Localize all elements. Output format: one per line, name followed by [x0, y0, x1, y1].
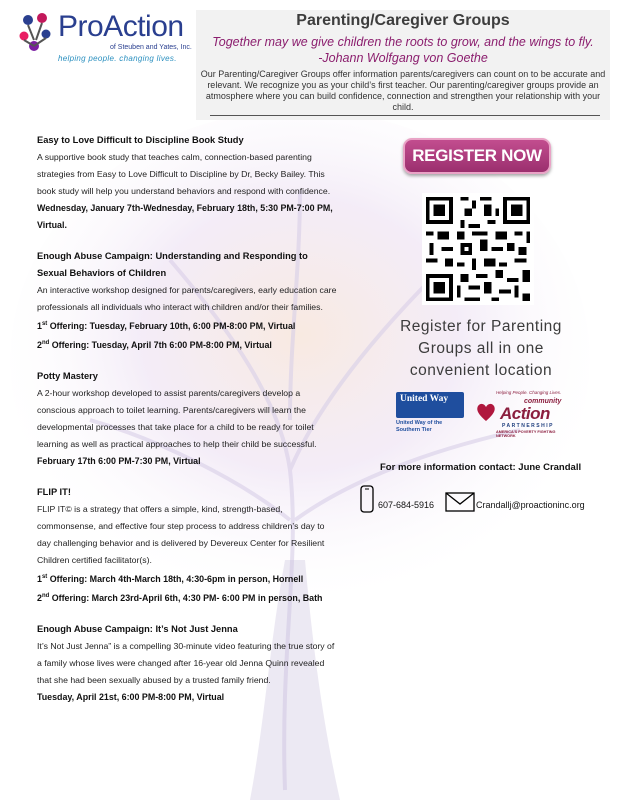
united-way-subtitle: United Way of the Southern Tier	[396, 420, 443, 433]
qr-code[interactable]	[422, 193, 534, 305]
program-schedule: 2nd Offering: March 23rd-April 6th, 4:30 PM- 6:00 PM in person, Bath	[37, 592, 323, 603]
ca-network: AMERICA'S POVERTY FIGHTING NETWORK	[496, 430, 556, 438]
people-icon	[16, 12, 56, 54]
program-title: Potty Mastery	[37, 370, 98, 381]
mail-icon	[445, 492, 475, 512]
quote-text: Together may we give children the roots to grow, and the wings to fly.	[212, 35, 594, 49]
program-schedule: Tuesday, April 21st, 6:00 PM-8:00 PM, Virtual	[37, 691, 225, 702]
program-schedule: 2nd Offering: Tuesday, April 7th 6:00 PM-8:00 PM, Virtual	[37, 339, 272, 350]
ca-partnership: PARTNERSHIP	[502, 423, 554, 429]
register-description: Register for Parenting Groups all in one convenient location	[400, 318, 562, 379]
program-schedule: Wednesday, January 7th-Wednesday, February 18th, 5:30 PM-7:00 PM, Virtual.	[37, 203, 333, 230]
program-title: Enough Abuse Campaign: Understanding and Responding to Sexual Behaviors of Children	[37, 251, 308, 278]
program-title: Easy to Love Difficult to Discipline Book Study	[37, 135, 244, 145]
program-description: A 2-hour workshop developed to assist parents/caregivers develop a conscious approach to toilet learning. Parents/caregivers will learn the developmental processes that take place for a child to be ready for toilet learning as well as practical approaches to help their child be successful.	[37, 387, 317, 449]
program-schedule: 1st Offering: Tuesday, February 10th, 6:00 PM-8:00 PM, Virtual	[37, 320, 296, 331]
program-description: A supportive book study that teaches calm, connection-based parenting strategies from Easy to Love Difficult to Discipline by Dr, Becky Bailey. This book study will help you understand behaviors and respond with confidence.	[37, 152, 331, 196]
program-schedule: 1st Offering: March 4th-March 18th, 4:30-6pm in person, Hornell	[37, 573, 304, 584]
programs-list	[37, 132, 337, 720]
program-item	[37, 132, 337, 234]
header-description: Our Parenting/Caregiver Groups offer information parents/caregivers can count on to be accurate and relevant. We recognize you as your child’s first teacher. Our parenting/caregiver groups provide an atmosphere where you can build confidence, connection and strengthen your relationship with your child.	[200, 69, 606, 112]
register-now-button[interactable]: REGISTER NOW	[403, 138, 551, 174]
program-item	[37, 248, 337, 354]
program-description: FLIP IT© is a strategy that offers a simple, kind, strength-based, commonsense, and effective four step process to address children’s day to day challenging behavior and is delivered by Devereux Center for Resilient Children certified facilitator(s).	[37, 503, 325, 565]
program-item	[37, 368, 337, 470]
ca-tagline: Helping People. Changing Lives.	[496, 390, 562, 395]
united-way-badge	[396, 392, 464, 418]
org-tagline: helping people. changing lives.	[58, 54, 177, 63]
org-subname: of Steuben and Yates, Inc.	[110, 44, 192, 51]
community-action-logo	[474, 390, 566, 440]
ca-action: Action	[500, 404, 550, 423]
phone-icon	[360, 485, 374, 513]
header-quote	[196, 34, 610, 66]
united-way-logo	[396, 392, 464, 438]
contact-phone[interactable]: 607-684-5916	[378, 500, 435, 510]
program-item	[37, 484, 337, 607]
program-item	[37, 621, 337, 706]
program-description: An interactive workshop designed for parents/caregivers, early education care professionals all individuals who interact with children and/or their families.	[37, 285, 337, 312]
united-way-name: United Way	[400, 394, 449, 404]
program-schedule: February 17th 6:00 PM-7:30 PM, Virtual	[37, 455, 201, 466]
contact-email[interactable]: Crandallj@proactioninc.org	[476, 500, 585, 510]
ca-community: community	[524, 398, 562, 405]
program-description: It’s Not Just Jenna” is a compelling 30-minute video featuring the true story of a family whose lives were changed after 16-year old Jenna Quinn revealed that she had been sexually abused by a trusted family friend.	[37, 640, 335, 685]
contact-label: For more information contact: June Crandall	[380, 462, 582, 473]
page-title: Parenting/Caregiver Groups	[296, 12, 510, 29]
header-divider	[210, 115, 600, 116]
quote-author: -Johann Wolfgang von Goethe	[318, 51, 488, 65]
program-title: FLIP IT!	[37, 486, 71, 497]
program-title: Enough Abuse Campaign: It’s Not Just Jenna	[37, 623, 238, 634]
heart-icon	[474, 400, 498, 424]
org-name: ProAction	[58, 10, 184, 43]
proaction-logo	[14, 10, 194, 66]
